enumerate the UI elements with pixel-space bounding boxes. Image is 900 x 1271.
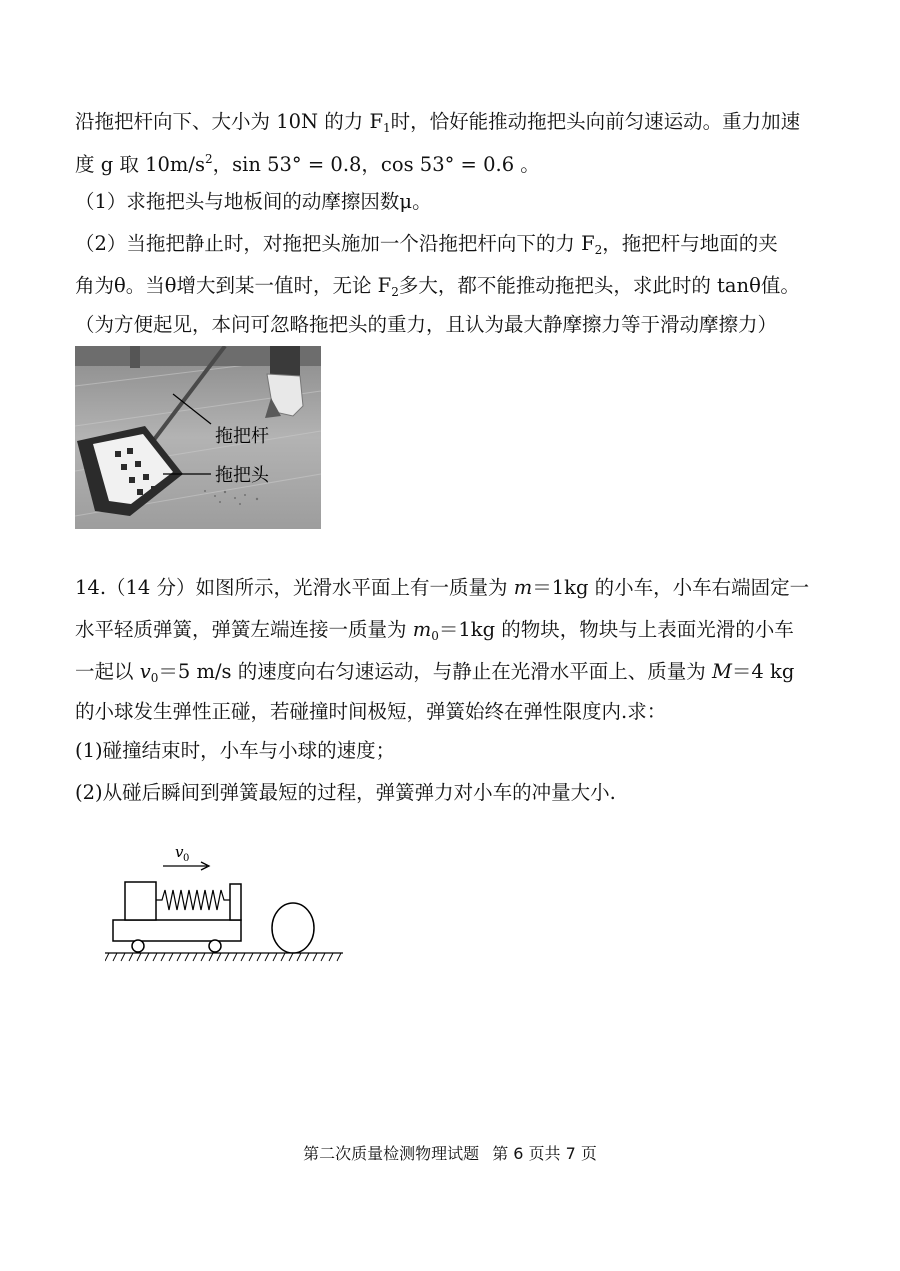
- q14-line-1: 14.（14 分）如图所示，光滑水平面上有一质量为 m＝1kg 的小车，小车右端固定一: [75, 576, 810, 599]
- q13-note: （为方便起见，本问可忽略拖把头的重力，且认为最大静摩擦力等于滑动摩擦力）: [75, 313, 778, 336]
- cart-spring-ball-diagram: [105, 838, 350, 968]
- footer-title: 第二次质量检测物理试题: [303, 1144, 480, 1163]
- q14-line-3: 一起以 $v_0=5$ m/s 的速度向右匀速运动，与静止在光滑水平面上、质量为 M＝4 kg: [75, 660, 795, 685]
- q13-line-1: 沿拖把杆向下、大小为 10N 的力 $F_1$时，恰好能推动拖把头向前匀速运动。重力加速: [75, 110, 801, 135]
- label-mop-head: 拖把头: [215, 465, 269, 486]
- label-mop-handle: 拖把杆: [215, 426, 269, 447]
- q14-line-4: 的小球发生弹性正碰，若碰撞时间极短，弹簧始终在弹性限度内.求：: [75, 700, 667, 723]
- q13-part-1: （1）求拖把头与地板间的动摩擦因数μ。: [75, 190, 432, 213]
- footer-page-number: 第 6 页共 7 页: [492, 1144, 597, 1163]
- ball: [272, 903, 314, 953]
- q13-part-2-line-1: （2）当拖把静止时，对拖把头施加一个沿拖把杆向下的力 $F_2$，拖把杆与地面的夹: [75, 232, 778, 257]
- q14-line-2: 水平轻质弹簧，弹簧左端连接一质量为 $m_0=1kg$ 的物块，物块与上表面光滑的小车: [75, 618, 794, 643]
- spring: [156, 890, 230, 910]
- mop-photo: [75, 346, 321, 529]
- q13-line-2: 度 g 取 $10m/s^2$，sin 53° = 0.8，cos 53° = 0.6 。: [75, 152, 540, 176]
- ground: [105, 953, 343, 961]
- page-footer: [0, 1141, 900, 1164]
- q13-part-2-line-2: 角为θ。当θ增大到某一值时，无论 $F_2$多大，都不能推动拖把头，求此时的 tanθ值。: [75, 274, 800, 299]
- block: [125, 882, 156, 920]
- velocity-label: v: [175, 843, 184, 861]
- velocity-subscript: 0: [183, 853, 190, 864]
- q14-part-1: (1)碰撞结束时，小车与小球的速度；: [75, 739, 396, 762]
- q14-part-2: (2)从碰后瞬间到弹簧最短的过程，弹簧弹力对小车的冲量大小.: [75, 781, 616, 804]
